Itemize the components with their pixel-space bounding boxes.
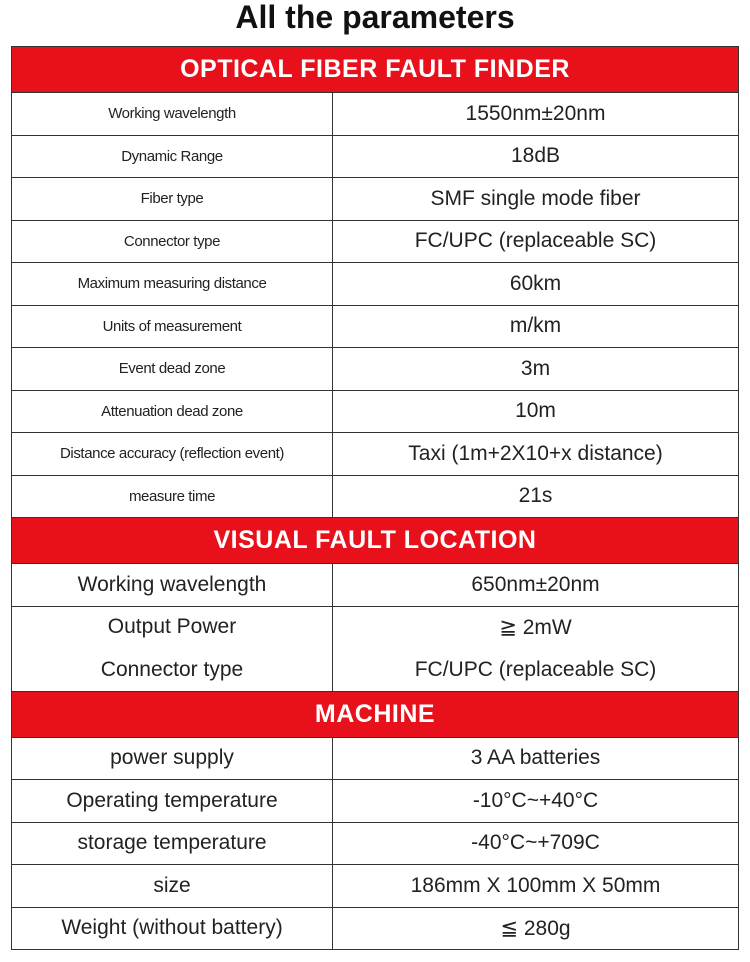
param-value: 1550nm±20nm [333,93,739,136]
param-value: 18dB [333,135,739,178]
table-row [12,305,739,348]
param-value: 186mm X 100mm X 50mm [333,865,739,908]
param-label: Weight (without battery) [12,907,333,950]
table-row [12,135,739,178]
param-label: Maximum measuring distance [12,263,333,306]
section-title: MACHINE [12,691,739,737]
section-header-otdr [12,47,739,93]
table-row [12,865,739,908]
table-row [12,822,739,865]
section-title: VISUAL FAULT LOCATION [12,518,739,564]
param-value: FC/UPC (replaceable SC) [333,649,739,692]
table-row [12,220,739,263]
table-row [12,907,739,950]
param-label: power supply [12,737,333,780]
parameters-table [11,46,739,950]
table-row [12,93,739,136]
param-label: storage temperature [12,822,333,865]
param-label: Output Power [12,606,333,649]
param-label: Working wavelength [12,564,333,607]
param-label: measure time [12,475,333,518]
section-header-vfl [12,518,739,564]
table-row [12,475,739,518]
param-value: 3 AA batteries [333,737,739,780]
param-value: 3m [333,348,739,391]
param-label: size [12,865,333,908]
param-label: Attenuation dead zone [12,390,333,433]
table-row [12,390,739,433]
table-row [12,564,739,607]
table-row [12,263,739,306]
param-value: -40°C~+709C [333,822,739,865]
param-value: ≧ 2mW [333,606,739,649]
table-row [12,780,739,823]
param-label: Working wavelength [12,93,333,136]
param-label: Fiber type [12,178,333,221]
param-value: 21s [333,475,739,518]
param-label: Connector type [12,220,333,263]
table-row [12,606,739,649]
section-header-machine [12,691,739,737]
section-title: OPTICAL FIBER FAULT FINDER [12,47,739,93]
param-value: ≦ 280g [333,907,739,950]
table-row [12,178,739,221]
table-row [12,649,739,692]
param-value: Taxi (1m+2X10+x distance) [333,433,739,476]
param-value: 60km [333,263,739,306]
param-label: Units of measurement [12,305,333,348]
param-label: Event dead zone [12,348,333,391]
param-value: m/km [333,305,739,348]
param-value: 10m [333,390,739,433]
param-value: FC/UPC (replaceable SC) [333,220,739,263]
param-label: Operating temperature [12,780,333,823]
param-value: -10°C~+40°C [333,780,739,823]
param-label: Distance accuracy (reflection event) [12,433,333,476]
table-row [12,737,739,780]
param-value: SMF single mode fiber [333,178,739,221]
table-row [12,433,739,476]
table-row [12,348,739,391]
page-title: All the parameters [235,0,515,35]
param-label: Dynamic Range [12,135,333,178]
param-value: 650nm±20nm [333,564,739,607]
param-label: Connector type [12,649,333,692]
